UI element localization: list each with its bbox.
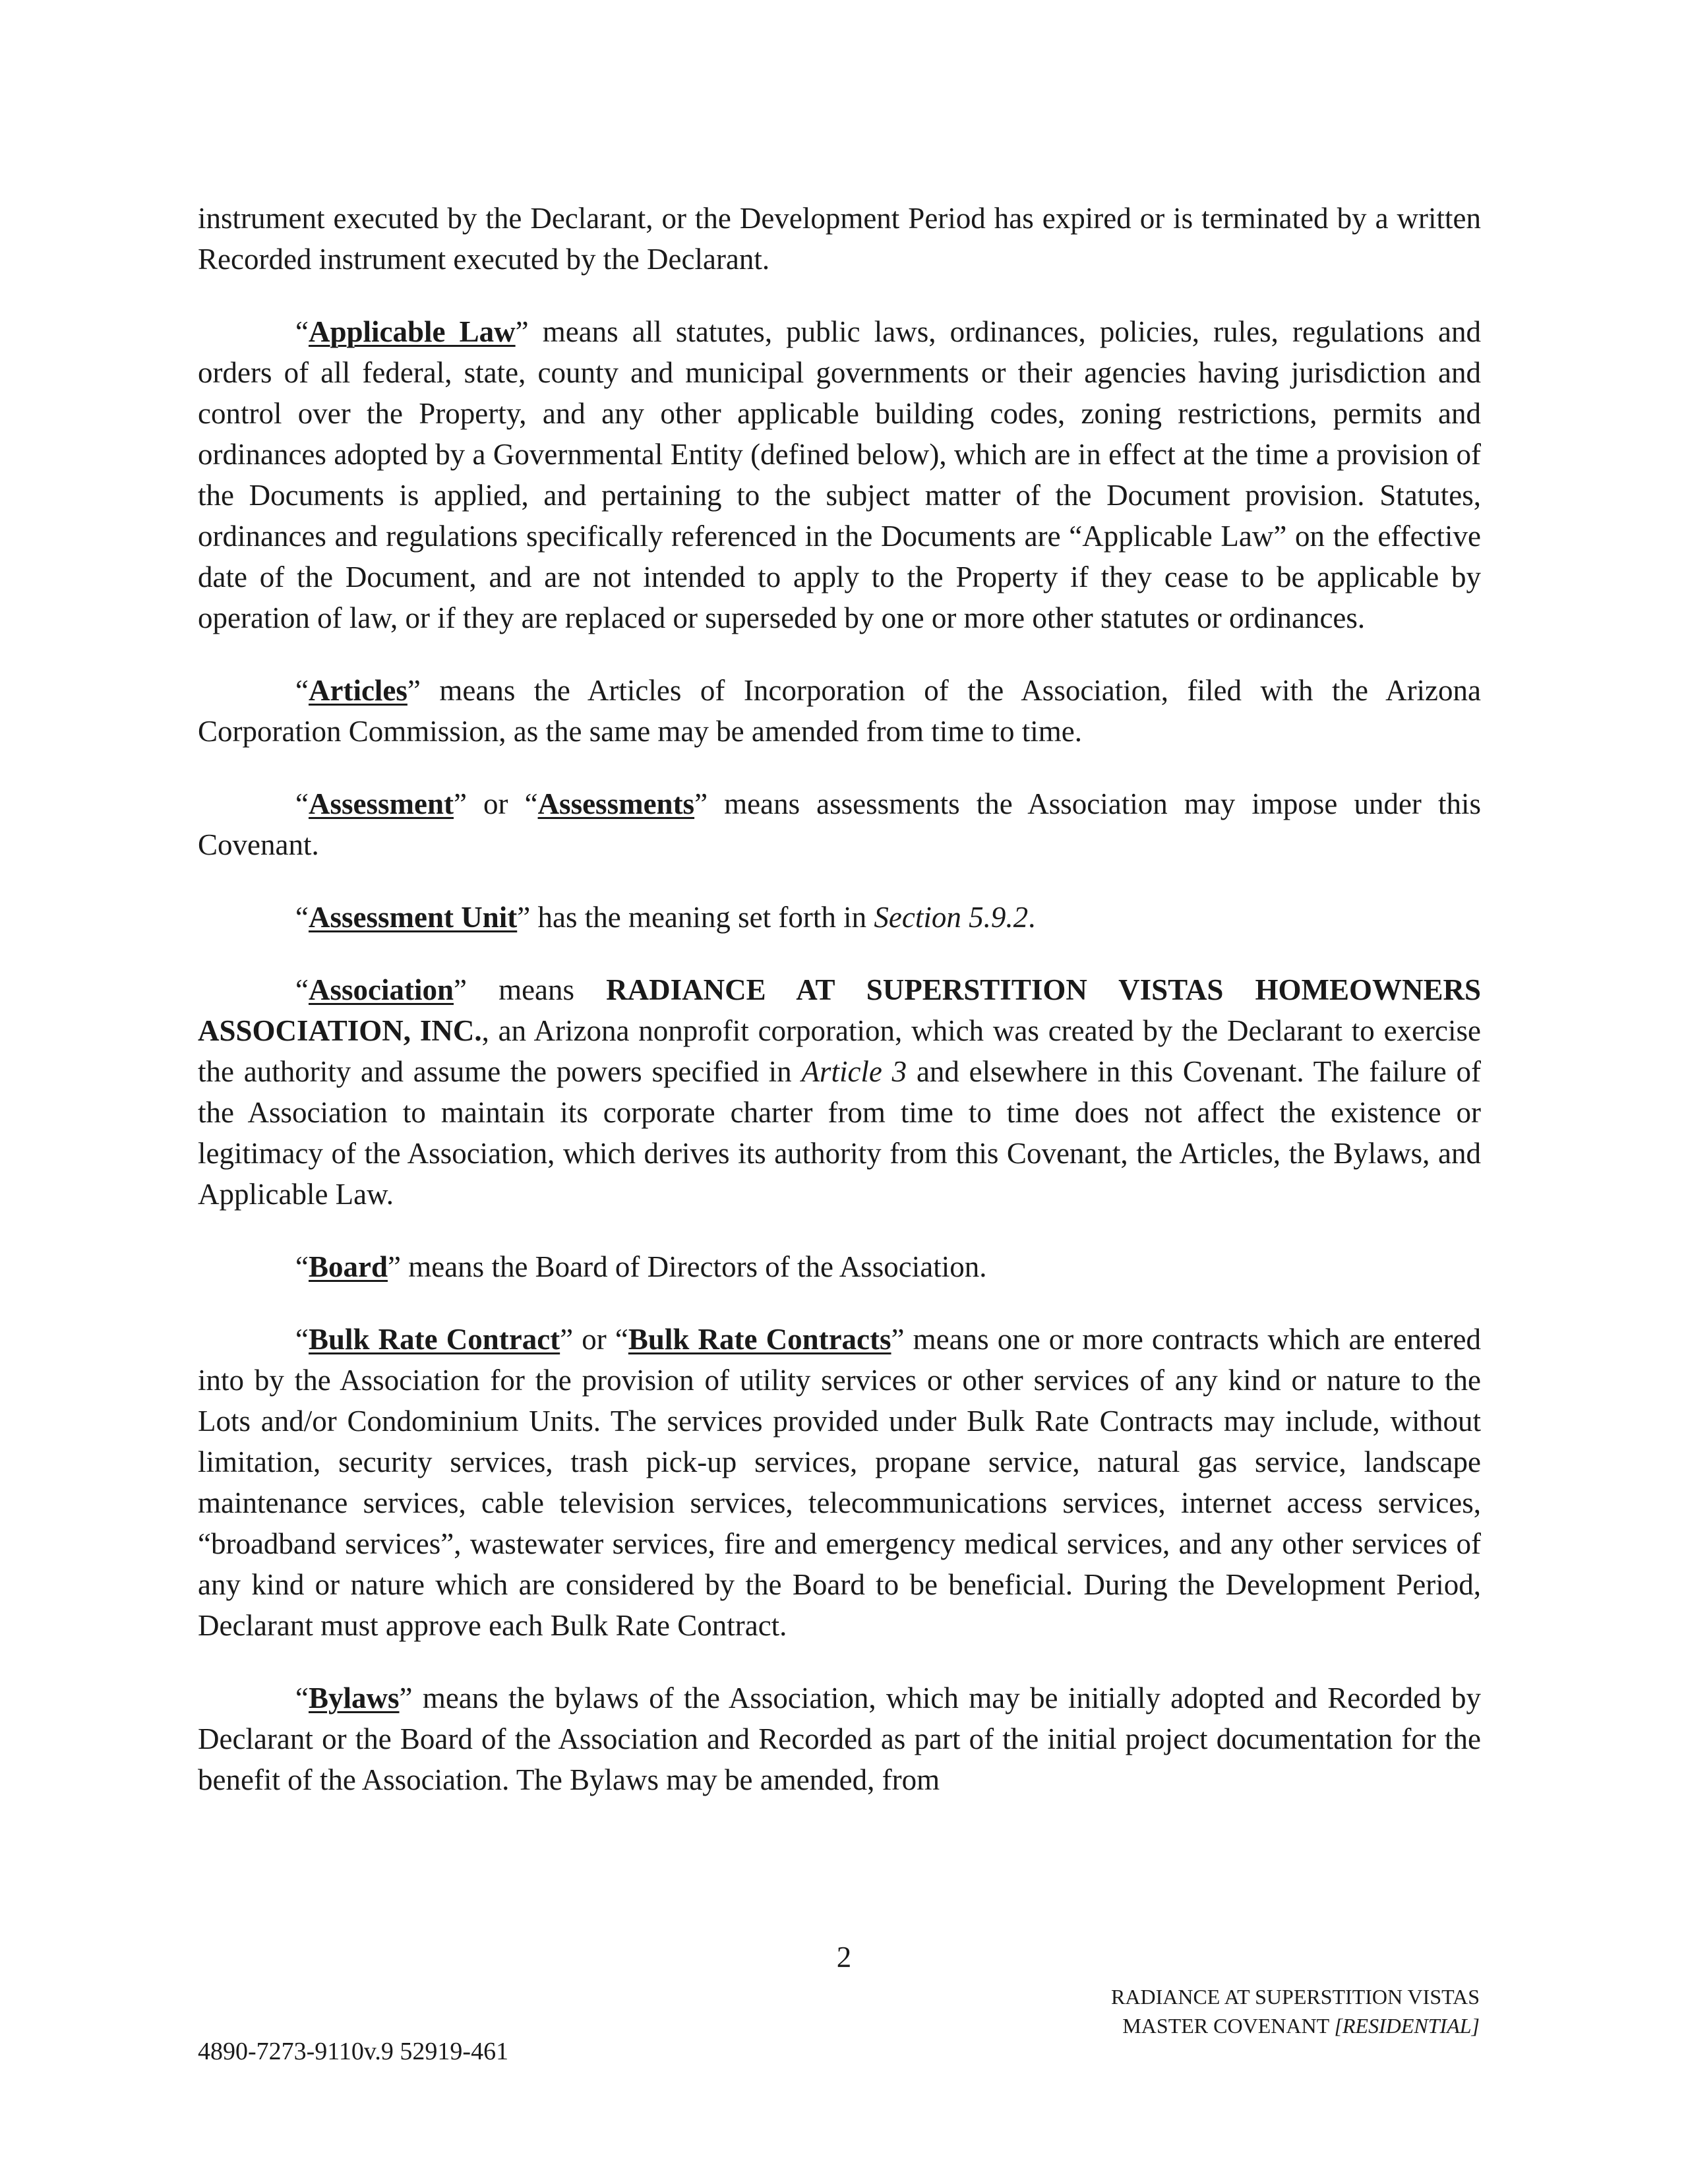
definition-assessment-unit: “Assessment Unit” has the meaning set forth in Section 5.9.2. <box>295 901 1036 934</box>
document-body <box>198 198 1481 1800</box>
term-bulk-rate-contract: Bulk Rate Contract <box>308 1323 560 1356</box>
term-bulk-rate-contracts: Bulk Rate Contracts <box>628 1323 891 1356</box>
section-reference: Section 5.9.2 <box>874 901 1029 934</box>
definition-board: “Board” means the Board of Directors of the Association. <box>295 1250 987 1283</box>
definition-association: “Association” means RADIANCE AT SUPERSTITION VISTAS HOMEOWNERS ASSOCIATION, INC., an Arizona nonprofit corporation, which was created by the Declarant to exercise the authority and assume the powers specified in Article 3 and elsewhere in this Covenant. The failure of the Association to maintain its corporate charter from time to time does not affect the existence or legitimacy of the Association, which derives its authority from this Covenant, the Articles, the Bylaws, and Applicable Law. <box>198 973 1482 1211</box>
footer-title-line1: RADIANCE AT SUPERSTITION VISTAS <box>1111 1985 1480 2009</box>
continuation-paragraph: instrument executed by the Declarant, or the Development Period has expired or is terminated by a written Recorded instrument executed by the Declarant. <box>198 202 1481 276</box>
definition-applicable-law: “Applicable Law” means all statutes, public laws, ordinances, policies, rules, regulations and orders of all federal, state, county and municipal governments or their agencies having jurisdiction and control over the Property, and any other applicable building codes, zoning restrictions, permits and ordinances adopted by a Governmental Entity (defined below), which are in effect at the time a provision of the Documents is applied, and pertaining to the subject matter of the Document provision. Statutes, ordinances and regulations specifically referenced in the Documents are “Applicable Law” on the effective date of the Document, and are not intended to apply to the Property if they cease to be applicable by operation of law, or if they are replaced or superseded by one or more other statutes or ordinances. <box>198 315 1481 634</box>
definition-articles: “Articles” means the Articles of Incorporation of the Association, filed with the Arizona Corporation Commission, as the same may be amended from time to time. <box>198 674 1481 748</box>
term-articles: Articles <box>308 674 407 707</box>
footer-title-line2: MASTER COVENANT [RESIDENTIAL] <box>1122 2014 1480 2038</box>
footer-document-id: 4890-7273-9110v.9 52919-461 <box>198 2038 509 2065</box>
footer-document-title <box>1111 1982 1480 2040</box>
term-association: Association <box>308 973 454 1006</box>
page-number: 2 <box>836 1941 852 1974</box>
term-assessments: Assessments <box>537 787 695 820</box>
term-assessment-unit: Assessment Unit <box>308 901 518 934</box>
term-bylaws: Bylaws <box>308 1682 400 1714</box>
article-reference: Article 3 <box>801 1055 907 1088</box>
term-board: Board <box>308 1250 388 1283</box>
association-name: RADIANCE AT SUPERSTITION VISTAS HOMEOWNERS ASSOCIATION, INC. <box>198 973 1482 1047</box>
definition-bylaws: “Bylaws” means the bylaws of the Association, which may be initially adopted and Recorded by Declarant or the Board of the Association and Recorded as part of the initial project documentation for the benefit of the Association. The Bylaws may be amended, from <box>198 1682 1481 1796</box>
term-assessment: Assessment <box>308 787 454 820</box>
definition-assessment: “Assessment” or “Assessments” means assessments the Association may impose under this Covenant. <box>198 787 1481 861</box>
definition-bulk-rate-contract: “Bulk Rate Contract” or “Bulk Rate Contracts” means one or more contracts which are entered into by the Association for the provision of utility services or other services of any kind or nature to the Lots and/or Condominium Units. The services provided under Bulk Rate Contracts may include, without limitation, security services, trash pick-up services, propane service, natural gas service, landscape maintenance services, cable television services, telecommunications services, internet access services, “broadband services”, wastewater services, fire and emergency medical services, and any other services of any kind or nature which are considered by the Board to be beneficial. During the Development Period, Declarant must approve each Bulk Rate Contract. <box>198 1323 1481 1642</box>
term-applicable-law: Applicable Law <box>308 315 516 348</box>
